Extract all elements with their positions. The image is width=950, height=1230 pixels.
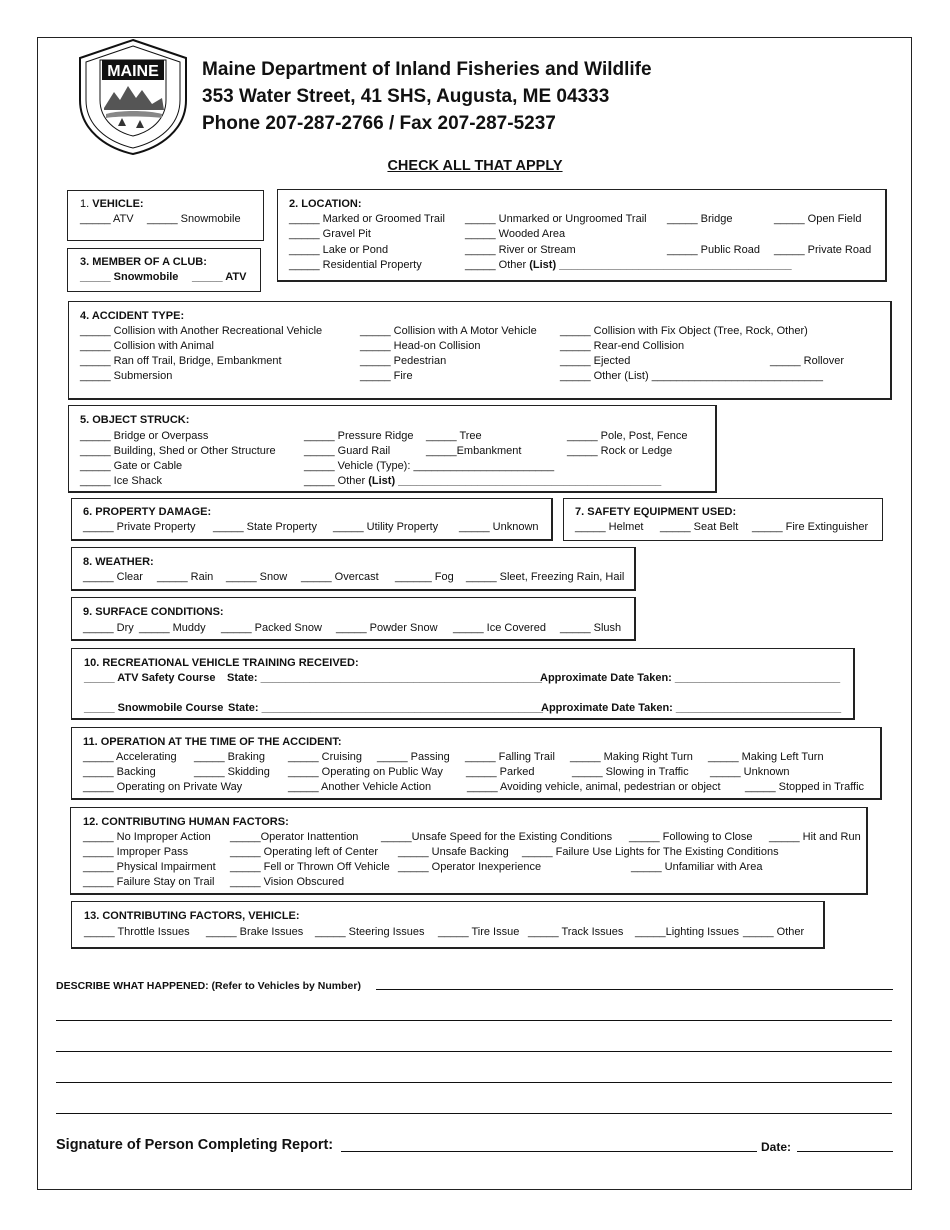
checkbox-throttle[interactable]: _____ Throttle Issues xyxy=(84,926,190,938)
checkbox-tree[interactable]: _____ Tree xyxy=(426,430,482,442)
checkbox-skidding[interactable]: _____ Skidding xyxy=(194,766,270,778)
checkbox-ice-covered[interactable]: _____ Ice Covered xyxy=(453,622,546,634)
checkbox-rain[interactable]: _____ Rain xyxy=(157,571,214,583)
describe-line[interactable] xyxy=(376,989,893,990)
checkbox-rollover[interactable]: _____ Rollover xyxy=(770,355,844,367)
checkbox-hit-run[interactable]: _____ Hit and Run xyxy=(769,831,861,843)
checkbox-thrown-off[interactable]: _____ Fell or Thrown Off Vehicle xyxy=(230,861,390,873)
snowmobile-state-field[interactable]: State: ______________________________________________ xyxy=(228,702,544,714)
describe-line[interactable] xyxy=(56,1051,892,1052)
checkbox-gravel-pit[interactable]: _____ Gravel Pit xyxy=(289,228,371,240)
checkbox-slush[interactable]: _____ Slush xyxy=(560,622,622,634)
checkbox-following[interactable]: _____ Following to Close xyxy=(629,831,753,843)
checkbox-collision-motor-vehicle[interactable]: _____ Collision with A Motor Vehicle xyxy=(360,325,537,337)
checkbox-open-field[interactable]: _____ Open Field xyxy=(774,213,862,225)
checkbox-falling-trail[interactable]: _____ Falling Trail xyxy=(465,751,555,763)
checkbox-fog[interactable]: ______ Fog xyxy=(395,571,454,583)
checkbox-location-other[interactable]: _____ Other (List) ______________________________________ xyxy=(465,259,792,271)
checkbox-inattention[interactable]: _____Operator Inattention xyxy=(230,831,359,843)
section-heading: 4. ACCIDENT TYPE: xyxy=(80,310,185,322)
checkbox-vision-obscured[interactable]: _____ Vision Obscured xyxy=(230,876,345,888)
section-heading: 8. WEATHER: xyxy=(83,556,154,568)
checkbox-collision-rec-vehicle[interactable]: _____ Collision with Another Recreational Vehicle xyxy=(80,325,323,337)
checkbox-physical-impairment[interactable]: _____ Physical Impairment xyxy=(83,861,216,873)
describe-line[interactable] xyxy=(56,1113,892,1114)
maine-ifw-seal-icon xyxy=(78,38,188,156)
seal-maine-text: MAINE xyxy=(107,63,159,80)
checkbox-rock-ledge[interactable]: _____ Rock or Ledge xyxy=(567,445,673,457)
section-human-factors xyxy=(70,807,868,895)
checkbox-sleet[interactable]: _____ Sleet, Freezing Rain, Hail xyxy=(466,571,625,583)
checkbox-vehicle-other[interactable]: _____ Other xyxy=(743,926,805,938)
check-all-title: CHECK ALL THAT APPLY xyxy=(387,158,563,174)
checkbox-wooded-area[interactable]: _____ Wooded Area xyxy=(465,228,566,240)
org-address: 353 Water Street, 41 SHS, Augusta, ME 04333 xyxy=(202,86,610,107)
checkbox-ejected[interactable]: _____ Ejected xyxy=(560,355,631,367)
section-heading: 10. RECREATIONAL VEHICLE TRAINING RECEIVED: xyxy=(84,657,359,669)
checkbox-residential[interactable]: _____ Residential Property xyxy=(289,259,422,271)
section-safety-equipment xyxy=(563,498,883,541)
checkbox-damage-unknown[interactable]: _____ Unknown xyxy=(459,521,539,533)
checkbox-atv[interactable]: _____ ATV xyxy=(80,213,134,225)
checkbox-brake[interactable]: _____ Brake Issues xyxy=(206,926,304,938)
describe-line[interactable] xyxy=(56,1082,892,1083)
section-heading: 2. LOCATION: xyxy=(289,198,362,210)
checkbox-snow[interactable]: _____ Snow xyxy=(226,571,288,583)
checkbox-steering[interactable]: _____ Steering Issues xyxy=(315,926,425,938)
section-heading: 9. SURFACE CONDITIONS: xyxy=(83,606,224,618)
section-heading: 7. SAFETY EQUIPMENT USED: xyxy=(575,506,737,518)
checkbox-parked[interactable]: _____ Parked xyxy=(466,766,535,778)
checkbox-slowing[interactable]: _____ Slowing in Traffic xyxy=(572,766,689,778)
checkbox-building[interactable]: _____ Building, Shed or Other Structure xyxy=(80,445,276,457)
checkbox-club-atv[interactable]: _____ ATV xyxy=(192,271,247,283)
checkbox-unmarked-trail[interactable]: _____ Unmarked or Ungroomed Trail xyxy=(465,213,647,225)
section-heading: 5. OBJECT STRUCK: xyxy=(80,414,190,426)
checkbox-public-way[interactable]: _____ Operating on Public Way xyxy=(288,766,443,778)
checkbox-powder-snow[interactable]: _____ Powder Snow xyxy=(336,622,438,634)
checkbox-backing[interactable]: _____ Backing xyxy=(83,766,156,778)
section-accident-type xyxy=(68,301,892,400)
checkbox-track[interactable]: _____ Track Issues xyxy=(528,926,624,938)
checkbox-club-snowmobile[interactable]: _____ Snowmobile xyxy=(80,271,179,283)
checkbox-snowmobile-course[interactable]: _____ Snowmobile Course xyxy=(84,702,224,714)
checkbox-ran-off-trail[interactable]: _____ Ran off Trail, Bridge, Embankment xyxy=(80,355,282,367)
checkbox-packed-snow[interactable]: _____ Packed Snow xyxy=(221,622,322,634)
section-heading: 11. OPERATION AT THE TIME OF THE ACCIDENT: xyxy=(83,736,342,748)
checkbox-bridge-overpass[interactable]: _____ Bridge or Overpass xyxy=(80,430,209,442)
snowmobile-date-field[interactable]: Approximate Date Taken: ___________________________ xyxy=(541,702,842,714)
section-weather xyxy=(71,547,636,591)
date-field[interactable] xyxy=(797,1151,893,1152)
checkbox-failure-lights[interactable]: _____ Failure Use Lights for The Existing Conditions xyxy=(522,846,779,858)
checkbox-collision-animal[interactable]: _____ Collision with Animal xyxy=(80,340,214,352)
section-heading: 12. CONTRIBUTING HUMAN FACTORS: xyxy=(83,816,289,828)
signature-label: Signature of Person Completing Report: xyxy=(56,1137,334,1153)
checkbox-snowmobile[interactable]: _____ Snowmobile xyxy=(147,213,241,225)
checkbox-lake-pond[interactable]: _____ Lake or Pond xyxy=(289,244,389,256)
section-heading: 13. CONTRIBUTING FACTORS, VEHICLE: xyxy=(84,910,300,922)
checkbox-marked-trail[interactable]: _____ Marked or Groomed Trail xyxy=(289,213,445,225)
signature-field[interactable] xyxy=(341,1151,757,1152)
checkbox-unfamiliar[interactable]: _____ Unfamiliar with Area xyxy=(631,861,763,873)
checkbox-fire[interactable]: _____ Fire xyxy=(360,370,413,382)
checkbox-cruising[interactable]: _____ Cruising xyxy=(288,751,362,763)
section-vehicle xyxy=(67,190,264,241)
checkbox-avoiding[interactable]: _____ Avoiding vehicle, animal, pedestrian or object xyxy=(467,781,721,793)
checkbox-object-other[interactable]: _____ Other (List) ___________________________________________ xyxy=(304,475,662,487)
checkbox-tire[interactable]: _____ Tire Issue xyxy=(438,926,520,938)
checkbox-utility-property[interactable]: _____ Utility Property xyxy=(333,521,439,533)
checkbox-accelerating[interactable]: _____ Accelerating xyxy=(83,751,177,763)
checkbox-muddy[interactable]: _____ Muddy xyxy=(139,622,206,634)
checkbox-guard-rail[interactable]: _____ Guard Rail xyxy=(304,445,391,457)
checkbox-seat-belt[interactable]: _____ Seat Belt xyxy=(660,521,739,533)
checkbox-inexperience[interactable]: _____ Operator Inexperience xyxy=(398,861,542,873)
atv-date-field[interactable]: Approximate Date Taken: ___________________________ xyxy=(540,672,841,684)
checkbox-passing[interactable]: _____ Passing xyxy=(377,751,450,763)
checkbox-fire-extinguisher[interactable]: _____ Fire Extinguisher xyxy=(752,521,869,533)
checkbox-another-vehicle[interactable]: _____ Another Vehicle Action xyxy=(288,781,432,793)
checkbox-unsafe-backing[interactable]: _____ Unsafe Backing xyxy=(398,846,509,858)
section-vehicle-factors xyxy=(71,901,825,949)
checkbox-lighting[interactable]: _____Lighting Issues xyxy=(635,926,739,938)
section-operation xyxy=(71,727,882,800)
checkbox-operation-unknown[interactable]: _____ Unknown xyxy=(710,766,790,778)
checkbox-helmet[interactable]: _____ Helmet xyxy=(575,521,644,533)
checkbox-state-property[interactable]: _____ State Property xyxy=(213,521,317,533)
checkbox-embankment[interactable]: _____Embankment xyxy=(426,445,522,457)
checkbox-pole-post-fence[interactable]: _____ Pole, Post, Fence xyxy=(567,430,688,442)
checkbox-failure-stay-trail[interactable]: _____ Failure Stay on Trail xyxy=(83,876,215,888)
checkbox-ice-shack[interactable]: _____ Ice Shack xyxy=(80,475,162,487)
org-phone: Phone 207-287-2766 / Fax 207-287-5237 xyxy=(202,113,556,134)
checkbox-collision-fixed-object[interactable]: _____ Collision with Fix Object (Tree, Rock, Other) xyxy=(560,325,808,337)
checkbox-accident-other[interactable]: _____ Other (List) ____________________________ xyxy=(560,370,824,382)
checkbox-bridge[interactable]: _____ Bridge xyxy=(667,213,733,225)
describe-line[interactable] xyxy=(56,1020,892,1021)
checkbox-private-property[interactable]: _____ Private Property xyxy=(83,521,196,533)
checkbox-vehicle-type[interactable]: _____ Vehicle (Type): _______________________ xyxy=(304,460,555,472)
checkbox-pedestrian[interactable]: _____ Pedestrian xyxy=(360,355,447,367)
checkbox-overcast[interactable]: _____ Overcast xyxy=(301,571,379,583)
checkbox-dry[interactable]: _____ Dry xyxy=(83,622,134,634)
checkbox-atv-course[interactable]: _____ ATV Safety Course xyxy=(84,672,216,684)
section-training xyxy=(71,648,855,720)
date-label: Date: xyxy=(761,1140,792,1154)
checkbox-left-turn[interactable]: _____ Making Left Turn xyxy=(708,751,824,763)
section-club xyxy=(67,248,261,292)
atv-state-field[interactable]: State: ______________________________________________ xyxy=(227,672,543,684)
checkbox-river-stream[interactable]: _____ River or Stream xyxy=(465,244,576,256)
checkbox-clear[interactable]: _____ Clear xyxy=(83,571,143,583)
section-heading: 1. VEHICLE: xyxy=(80,198,144,210)
checkbox-improper-pass[interactable]: _____ Improper Pass xyxy=(83,846,189,858)
checkbox-pressure-ridge[interactable]: _____ Pressure Ridge xyxy=(304,430,414,442)
checkbox-rear-end[interactable]: _____ Rear-end Collision xyxy=(560,340,685,352)
checkbox-public-road[interactable]: _____ Public Road xyxy=(667,244,760,256)
section-object-struck xyxy=(68,405,717,493)
checkbox-unsafe-speed[interactable]: _____Unsafe Speed for the Existing Conditions xyxy=(381,831,613,843)
section-location xyxy=(277,189,887,282)
section-surface-conditions xyxy=(71,597,636,641)
section-property-damage xyxy=(71,498,553,541)
checkbox-no-improper[interactable]: _____ No Improper Action xyxy=(83,831,211,843)
checkbox-stopped[interactable]: _____ Stopped in Traffic xyxy=(745,781,865,793)
org-name: Maine Department of Inland Fisheries and Wildlife xyxy=(202,59,652,80)
checkbox-braking[interactable]: _____ Braking xyxy=(194,751,265,763)
checkbox-head-on[interactable]: _____ Head-on Collision xyxy=(360,340,481,352)
checkbox-gate-cable[interactable]: _____ Gate or Cable xyxy=(80,460,183,472)
section-heading: 3. MEMBER OF A CLUB: xyxy=(80,256,207,268)
section-heading: 6. PROPERTY DAMAGE: xyxy=(83,506,212,518)
describe-label: DESCRIBE WHAT HAPPENED: (Refer to Vehicles by Number) xyxy=(56,980,361,992)
checkbox-private-way[interactable]: _____ Operating on Private Way xyxy=(83,781,243,793)
checkbox-private-road[interactable]: _____ Private Road xyxy=(774,244,872,256)
checkbox-left-of-center[interactable]: _____ Operating left of Center xyxy=(230,846,378,858)
checkbox-submersion[interactable]: _____ Submersion xyxy=(80,370,173,382)
checkbox-right-turn[interactable]: _____ Making Right Turn xyxy=(570,751,693,763)
